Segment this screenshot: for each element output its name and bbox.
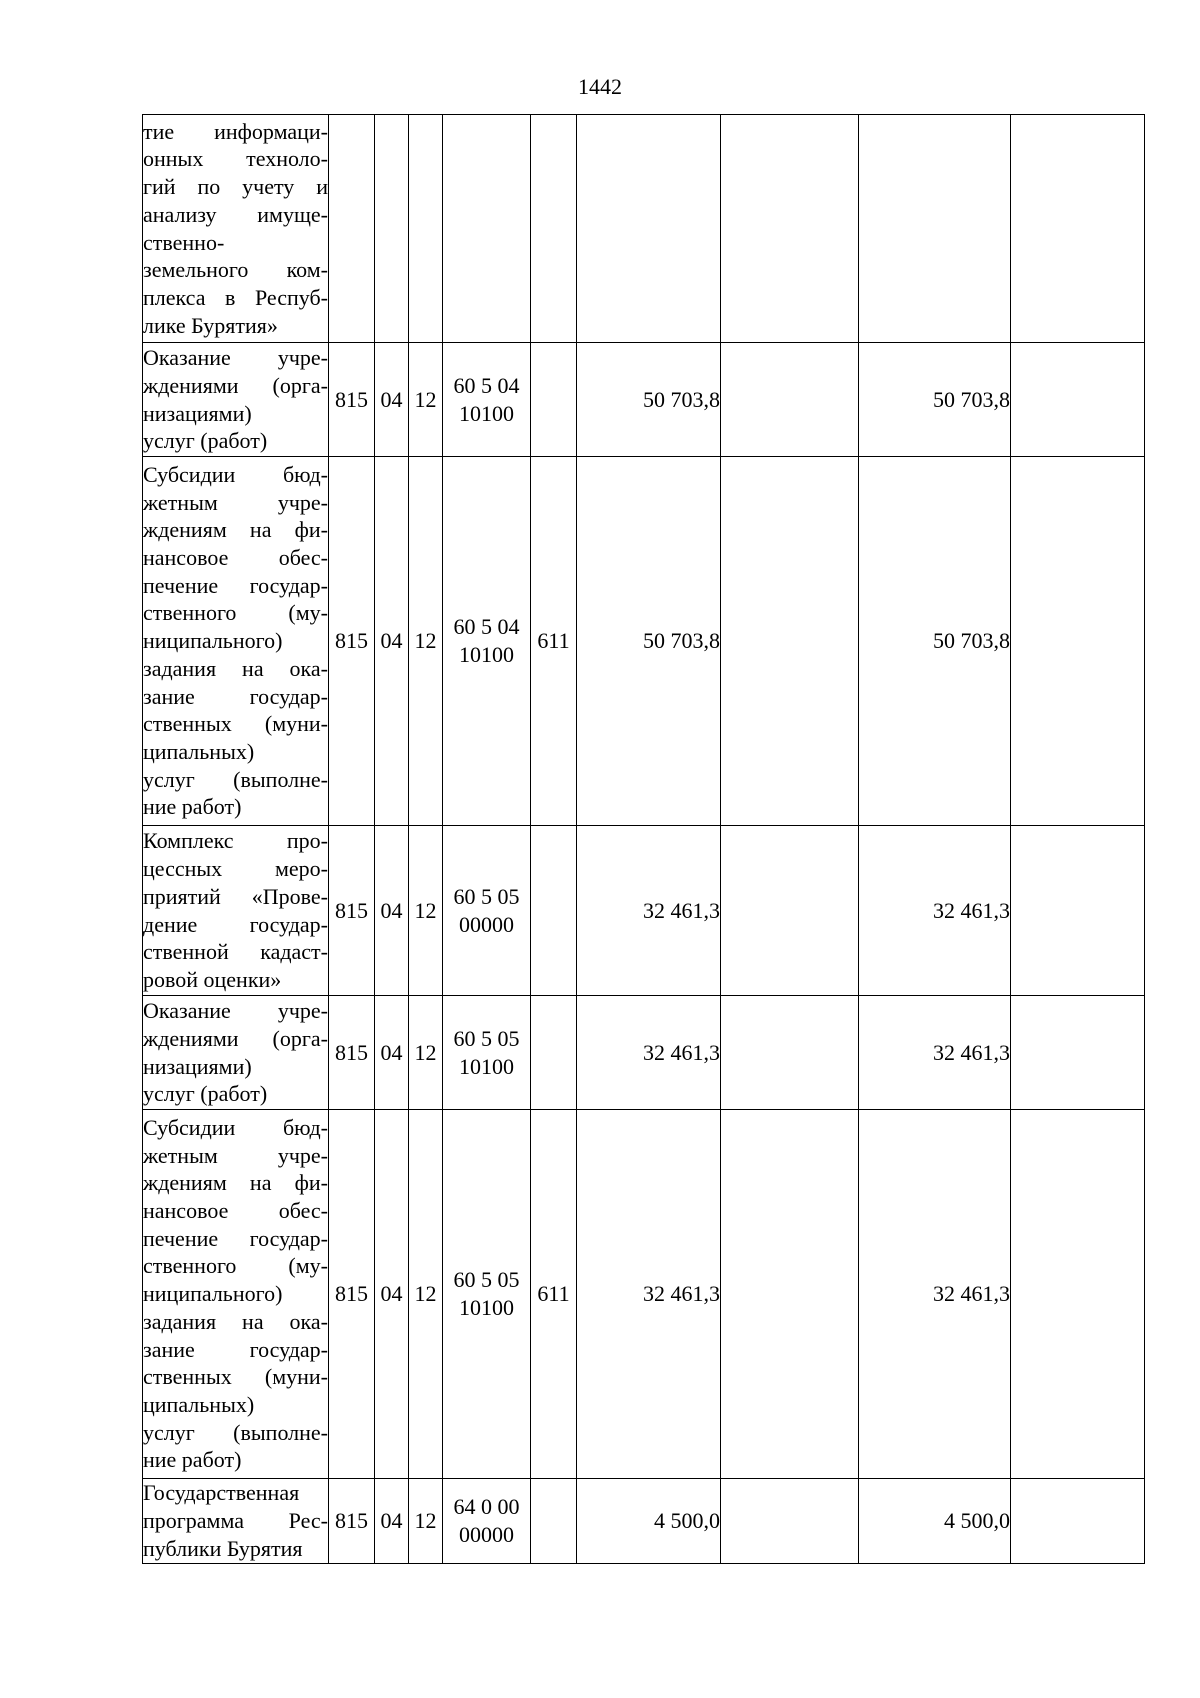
- expense-name-line: нансовое обес-: [143, 1198, 328, 1224]
- subsection-code-cell: 12: [409, 1110, 443, 1479]
- expense-name-line: ципальных): [143, 1391, 255, 1417]
- subsection-code-cell: 12: [409, 996, 443, 1110]
- expense-name-line: плекса в Респуб-: [143, 284, 328, 310]
- empty-amount-cell: [1011, 1110, 1145, 1479]
- section-code-cell: 04: [375, 826, 409, 996]
- expense-name-line: печение государ-: [143, 572, 328, 598]
- expense-name-cell: [143, 826, 329, 996]
- expense-name-line: нансовое обес-: [143, 545, 328, 571]
- expense-name-line: Комплекс про-: [143, 828, 328, 854]
- target-article-part: 00000: [459, 911, 514, 937]
- amount-cell: [577, 115, 721, 343]
- ministry-code-cell: 815: [329, 1479, 375, 1564]
- expense-name-line: ственно-: [143, 229, 225, 255]
- section-code-cell: 04: [375, 1479, 409, 1564]
- amount-cell: 32 461,3: [577, 996, 721, 1110]
- expense-name-line: ровой оценки»: [143, 966, 282, 992]
- ministry-code-cell: 815: [329, 343, 375, 457]
- amount-total-cell: 50 703,8: [859, 457, 1011, 826]
- table-row: [143, 1110, 1145, 1479]
- expense-name-line: Субсидии бюд-: [143, 461, 328, 487]
- expense-name-line: ждениями (орга-: [143, 372, 328, 398]
- target-article-part: 10100: [459, 642, 514, 667]
- expense-name-line: тие информаци-: [143, 118, 328, 144]
- empty-amount-cell: [721, 826, 859, 996]
- expense-name-line: ждениям на фи-: [143, 517, 328, 543]
- target-article-part: 60 5 05: [453, 1025, 520, 1051]
- table-row: [143, 115, 1145, 343]
- expense-name-line: ждениями (орга-: [143, 1025, 328, 1051]
- expense-name-line: цессных меро-: [143, 856, 328, 882]
- expense-type-cell: [531, 1479, 577, 1564]
- table-row: [143, 457, 1145, 826]
- expense-type-cell: [531, 826, 577, 996]
- expense-name-line: ственных (муни-: [143, 1364, 328, 1390]
- amount-cell: 32 461,3: [577, 826, 721, 996]
- target-article-cell: [443, 826, 531, 996]
- target-article-cell: [443, 343, 531, 457]
- amount-cell: 32 461,3: [577, 1110, 721, 1479]
- section-code-cell: 04: [375, 996, 409, 1110]
- target-article-part: 10100: [459, 1295, 514, 1320]
- ministry-code-cell: 815: [329, 826, 375, 996]
- page-number: 1442: [578, 74, 622, 99]
- section-code-cell: [375, 115, 409, 343]
- expense-name-line: зание государ-: [143, 683, 328, 709]
- target-article-cell: [443, 1110, 531, 1479]
- expense-name-cell: [143, 457, 329, 826]
- expense-name-line: Государственная: [143, 1480, 300, 1506]
- empty-amount-cell: [1011, 996, 1145, 1110]
- expense-name-line: услуг (выполне-: [143, 1419, 328, 1445]
- expense-name-line: лике Бурятия»: [143, 312, 278, 338]
- expense-name-cell: [143, 996, 329, 1110]
- empty-amount-cell: [1011, 1479, 1145, 1564]
- expense-name-line: жетным учре-: [143, 1142, 328, 1168]
- expense-name-cell: [143, 343, 329, 457]
- table-row: [143, 996, 1145, 1110]
- amount-cell: 4 500,0: [577, 1479, 721, 1564]
- expense-name-line: Субсидии бюд-: [143, 1114, 328, 1140]
- expense-name-line: анализу имуще-: [143, 201, 328, 227]
- expense-name-line: ственного (му-: [143, 600, 328, 626]
- expense-name-line: приятий «Прове-: [143, 883, 328, 909]
- expense-name-line: онных техноло-: [143, 146, 328, 172]
- subsection-code-cell: 12: [409, 457, 443, 826]
- expense-name-line: услуг (работ): [143, 1081, 268, 1107]
- target-article-part: 60 5 04: [453, 372, 520, 398]
- expense-name-line: земельного ком-: [143, 257, 328, 283]
- expense-name-line: низациями): [143, 1053, 252, 1079]
- target-article-part: 10100: [459, 1053, 514, 1079]
- expense-name-line: программа Рес-: [143, 1508, 328, 1534]
- subsection-code-cell: 12: [409, 1479, 443, 1564]
- empty-amount-cell: [721, 343, 859, 457]
- table-row: [143, 826, 1145, 996]
- empty-amount-cell: [721, 115, 859, 343]
- budget-table: [142, 114, 1145, 1564]
- target-article-part: 60 5 05: [453, 883, 520, 909]
- table-row: [143, 343, 1145, 457]
- expense-name-line: ние работ): [143, 794, 242, 820]
- ministry-code-cell: [329, 115, 375, 343]
- expense-name-line: Оказание учре-: [143, 345, 328, 371]
- expense-name-line: Оказание учре-: [143, 998, 328, 1024]
- empty-amount-cell: [721, 996, 859, 1110]
- target-article-part: 60 5 05: [453, 1267, 520, 1293]
- subsection-code-cell: 12: [409, 826, 443, 996]
- empty-amount-cell: [721, 457, 859, 826]
- target-article-cell: [443, 1479, 531, 1564]
- expense-name-line: ципальных): [143, 738, 255, 764]
- expense-type-cell: 611: [531, 457, 577, 826]
- empty-amount-cell: [721, 1110, 859, 1479]
- expense-name-line: услуг (работ): [143, 428, 268, 454]
- expense-name-line: зание государ-: [143, 1336, 328, 1362]
- amount-total-cell: 32 461,3: [859, 1110, 1011, 1479]
- amount-total-cell: 32 461,3: [859, 826, 1011, 996]
- target-article-cell: [443, 996, 531, 1110]
- section-code-cell: 04: [375, 457, 409, 826]
- ministry-code-cell: 815: [329, 996, 375, 1110]
- amount-cell: 50 703,8: [577, 343, 721, 457]
- expense-name-line: жетным учре-: [143, 489, 328, 515]
- expense-name-line: низациями): [143, 400, 252, 426]
- expense-name-line: услуг (выполне-: [143, 766, 328, 792]
- empty-amount-cell: [1011, 457, 1145, 826]
- subsection-code-cell: 12: [409, 343, 443, 457]
- expense-name-line: ниципального): [143, 628, 283, 654]
- expense-name-cell: [143, 1479, 329, 1564]
- amount-total-cell: 32 461,3: [859, 996, 1011, 1110]
- table-body: [143, 115, 1145, 1564]
- expense-name-line: дение государ-: [143, 911, 328, 937]
- expense-type-cell: [531, 343, 577, 457]
- expense-name-line: печение государ-: [143, 1225, 328, 1251]
- empty-amount-cell: [1011, 343, 1145, 457]
- expense-type-cell: 611: [531, 1110, 577, 1479]
- expense-name-cell: [143, 115, 329, 343]
- expense-name-line: ждениям на фи-: [143, 1170, 328, 1196]
- amount-total-cell: 50 703,8: [859, 343, 1011, 457]
- expense-name-line: публики Бурятия: [143, 1535, 303, 1561]
- target-article-part: 60 5 04: [453, 614, 520, 640]
- expense-name-cell: [143, 1110, 329, 1479]
- target-article-cell: [443, 457, 531, 826]
- expense-name-line: ственного (му-: [143, 1253, 328, 1279]
- target-article-part: 00000: [459, 1522, 514, 1547]
- expense-type-cell: [531, 996, 577, 1110]
- table-row: [143, 1479, 1145, 1564]
- expense-type-cell: [531, 115, 577, 343]
- amount-total-cell: 4 500,0: [859, 1479, 1011, 1564]
- expense-name-line: задания на ока-: [143, 655, 328, 681]
- expense-name-line: ние работ): [143, 1447, 242, 1473]
- expense-name-line: ственных (муни-: [143, 711, 328, 737]
- empty-amount-cell: [1011, 115, 1145, 343]
- ministry-code-cell: 815: [329, 1110, 375, 1479]
- expense-name-line: гий по учету и: [143, 174, 328, 200]
- amount-cell: 50 703,8: [577, 457, 721, 826]
- expense-name-line: ниципального): [143, 1281, 283, 1307]
- target-article-part: 10100: [459, 400, 514, 426]
- subsection-code-cell: [409, 115, 443, 343]
- expense-name-line: задания на ока-: [143, 1308, 328, 1334]
- expense-name-line: ственной кадаст-: [143, 939, 328, 965]
- target-article-cell: [443, 115, 531, 343]
- empty-amount-cell: [1011, 826, 1145, 996]
- target-article-part: 64 0 00: [453, 1494, 520, 1520]
- section-code-cell: 04: [375, 1110, 409, 1479]
- amount-total-cell: [859, 115, 1011, 343]
- empty-amount-cell: [721, 1479, 859, 1564]
- section-code-cell: 04: [375, 343, 409, 457]
- ministry-code-cell: 815: [329, 457, 375, 826]
